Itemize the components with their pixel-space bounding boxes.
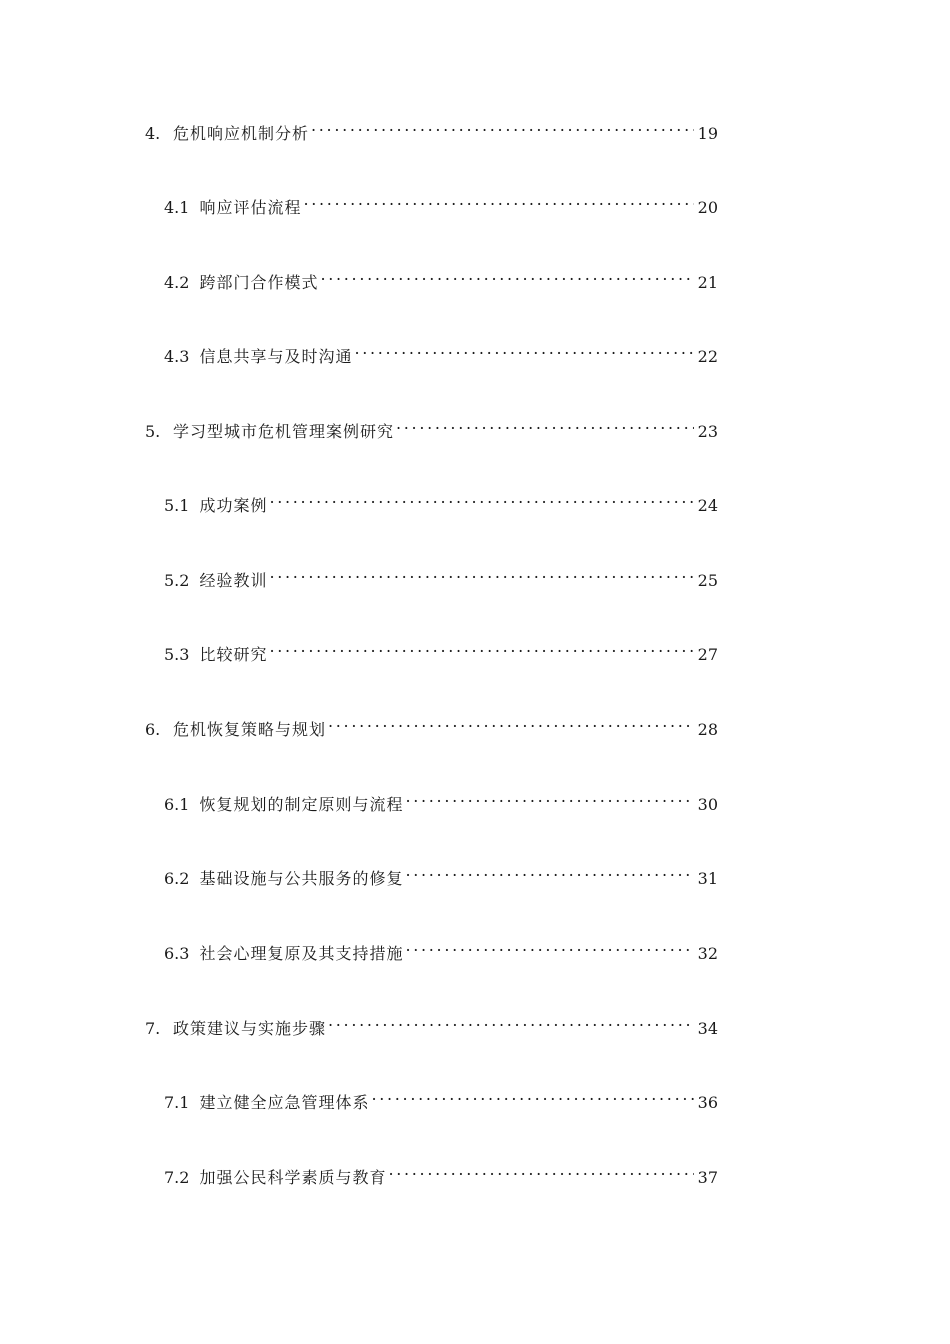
toc-entry[interactable] <box>164 858 718 888</box>
toc-entry-number: 5.2 <box>164 571 190 590</box>
toc-entry-number: 7.2 <box>164 1168 190 1187</box>
toc-entry[interactable] <box>164 336 718 366</box>
toc-dot-leader <box>405 858 694 884</box>
toc-entry-title: 危机响应机制分析 <box>173 124 310 143</box>
toc-entry-number: 7.1 <box>164 1093 190 1112</box>
toc-dot-leader <box>328 1008 694 1034</box>
toc-entry-title: 政策建议与实施步骤 <box>173 1019 327 1038</box>
toc-dot-leader <box>269 634 694 660</box>
toc-entry-title: 恢复规划的制定原则与流程 <box>199 795 404 814</box>
toc-entry-title: 跨部门合作模式 <box>199 273 319 292</box>
toc-dot-leader <box>405 933 694 959</box>
toc-entry[interactable] <box>164 1157 718 1187</box>
toc-entry-page: 20 <box>697 198 718 217</box>
toc-dot-leader <box>303 187 694 213</box>
toc-dot-leader <box>311 113 694 139</box>
toc-entry-number: 4.2 <box>164 273 190 292</box>
toc-entry[interactable] <box>145 1008 718 1038</box>
toc-entry[interactable] <box>164 485 718 515</box>
toc-entry-number: 5.1 <box>164 496 190 515</box>
toc-entry[interactable] <box>164 784 718 814</box>
toc-entry-page: 25 <box>697 571 718 590</box>
toc-entry-title: 加强公民科学素质与教育 <box>199 1168 387 1187</box>
toc-entry[interactable] <box>164 560 718 590</box>
toc-entry-title: 成功案例 <box>199 496 268 515</box>
toc-entry[interactable] <box>164 933 718 963</box>
toc-entry-number: 4.3 <box>164 347 190 366</box>
toc-entry-page: 23 <box>697 422 718 441</box>
toc-entry[interactable] <box>145 411 718 441</box>
toc-entry-page: 34 <box>697 1019 718 1038</box>
toc-entry[interactable] <box>145 709 718 739</box>
toc-dot-leader <box>405 784 694 810</box>
toc-dot-leader <box>320 262 694 288</box>
toc-entry[interactable] <box>164 634 718 664</box>
toc-entry-number: 6. <box>145 720 161 739</box>
toc-entry-number: 6.1 <box>164 795 190 814</box>
toc-entry-title: 信息共享与及时沟通 <box>199 347 353 366</box>
toc-dot-leader <box>269 560 694 586</box>
toc-entry-page: 28 <box>697 720 718 739</box>
toc-entry-page: 30 <box>697 795 718 814</box>
toc-dot-leader <box>371 1082 694 1108</box>
toc-dot-leader <box>388 1157 694 1183</box>
toc-entry-title: 基础设施与公共服务的修复 <box>199 869 404 888</box>
toc-entry-number: 7. <box>145 1019 161 1038</box>
toc-entry-number: 6.2 <box>164 869 190 888</box>
toc-dot-leader <box>328 709 694 735</box>
toc-dot-leader <box>354 336 694 362</box>
toc-entry-title: 社会心理复原及其支持措施 <box>199 944 404 963</box>
toc-entry-page: 22 <box>697 347 718 366</box>
toc-entry-title: 响应评估流程 <box>199 198 302 217</box>
toc-entry-page: 36 <box>697 1093 718 1112</box>
toc-entry-number: 4.1 <box>164 198 190 217</box>
toc-entry-page: 24 <box>697 496 718 515</box>
toc-entry-page: 19 <box>697 124 718 143</box>
toc-entry-title: 学习型城市危机管理案例研究 <box>173 422 395 441</box>
toc-dot-leader <box>396 411 694 437</box>
toc-entry-title: 比较研究 <box>199 645 268 664</box>
toc-entry[interactable] <box>164 1082 718 1112</box>
toc-dot-leader <box>269 485 694 511</box>
toc-entry-page: 37 <box>697 1168 718 1187</box>
toc-entry-title: 建立健全应急管理体系 <box>199 1093 370 1112</box>
toc-entry-page: 32 <box>697 944 718 963</box>
toc-entry-number: 5.3 <box>164 645 190 664</box>
toc-entry[interactable] <box>164 262 718 292</box>
toc-entry-page: 31 <box>697 869 718 888</box>
toc-entry-number: 5. <box>145 422 161 441</box>
toc-entry-title: 危机恢复策略与规划 <box>173 720 327 739</box>
toc-entry-title: 经验教训 <box>199 571 268 590</box>
toc-entry-page: 27 <box>697 645 718 664</box>
toc-entry-page: 21 <box>697 273 718 292</box>
toc-entry-number: 4. <box>145 124 161 143</box>
toc-entry[interactable] <box>145 113 718 143</box>
toc-entry-number: 6.3 <box>164 944 190 963</box>
toc-entry[interactable] <box>164 187 718 217</box>
